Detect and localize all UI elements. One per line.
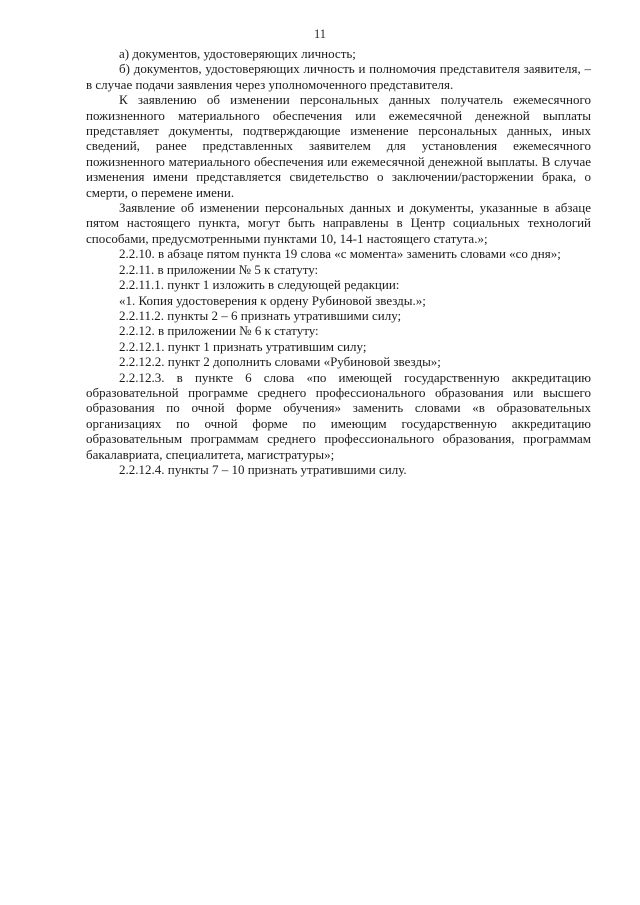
document-body <box>86 46 591 477</box>
page-number: 11 <box>313 27 327 41</box>
paragraph-item-a: а) документов, удостоверяющих личность; <box>119 46 356 61</box>
paragraph-2-2-11-2: 2.2.11.2. пункты 2 – 6 признать утратившими силу; <box>119 307 402 323</box>
paragraph-item-b: б) документов, удостоверяющих личность и полномочия представителя заявителя, – в случае подачи заявления через уполномоченного представителя. <box>86 61 591 92</box>
paragraph-2-2-12-1: 2.2.12.1. пункт 1 признать утратившим силу; <box>119 338 367 354</box>
paragraph-2-2-12: 2.2.12. в приложении № 6 к статуту: <box>119 323 319 339</box>
paragraph-2-2-12-3: 2.2.12.3. в пункте 6 слова «по имеющей государственную аккредитацию образовательной программе среднего профессионального образования или высшего образования по очной форме обучения» заменить словами «в образовательных организациях по очной форме по имеющим государственную аккредитацию образовательным программам среднего профессионального образования, программам бакалавриата, специалитета, магистратуры»; <box>86 369 591 462</box>
paragraph-2-2-11: 2.2.11. в приложении № 5 к статуту: <box>119 261 319 277</box>
paragraph-2-2-12-2: 2.2.12.2. пункт 2 дополнить словами «Рубиновой звезды»; <box>119 354 441 370</box>
paragraph-personal-data-change: К заявлению об изменении персональных данных получатель ежемесячного пожизненного материального обеспечения или ежемесячной денежной выплаты представляет документы, подтверждающие изменение персональных данных, иных сведений, ранее представленных заявителем для установления ежемесячного пожизненного материального обеспечения или ежемесячной денежной выплаты. В случае изменения имени представляется свидетельство о заключении/расторжении брака, о смерти, о перемене имени. <box>86 92 591 200</box>
paragraph-2-2-11-1: 2.2.11.1. пункт 1 изложить в следующей редакции: <box>119 277 400 293</box>
paragraph-application-submission: Заявление об изменении персональных данных и документы, указанные в абзаце пятом настоящего пункта, могут быть направлены в Центр социальных технологий способами, предусмотренными пунктами 10, 14-1 настоящего статута.»; <box>86 200 591 246</box>
paragraph-2-2-10: 2.2.10. в абзаце пятом пункта 19 слова «с момента» заменить словами «со дня»; <box>119 246 561 262</box>
paragraph-quoted-item-1: «1. Копия удостоверения к ордену Рубиновой звезды.»; <box>119 292 426 308</box>
paragraph-2-2-12-4: 2.2.12.4. пункты 7 – 10 признать утратившими силу. <box>119 461 407 477</box>
